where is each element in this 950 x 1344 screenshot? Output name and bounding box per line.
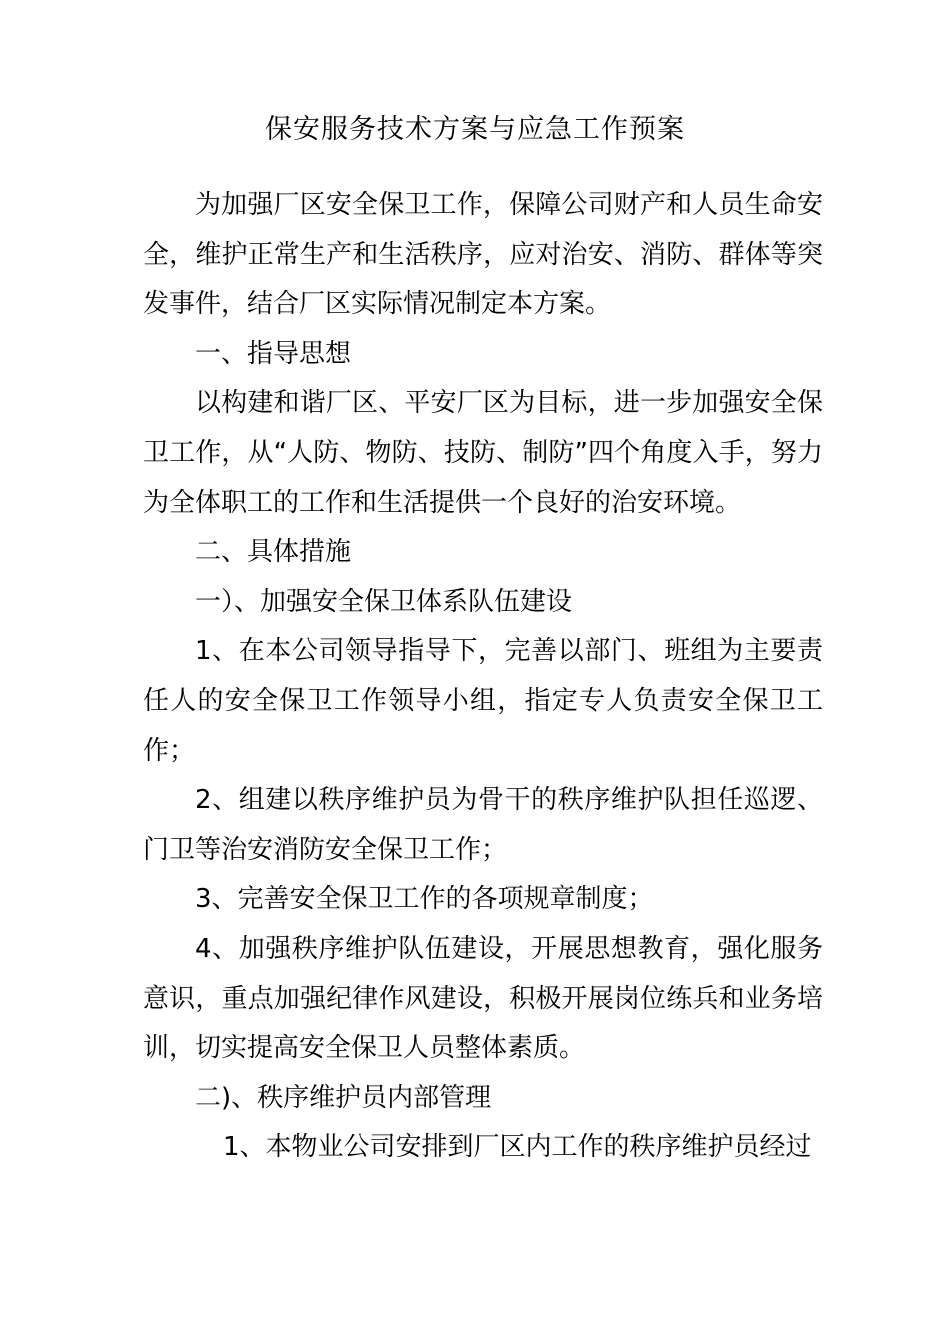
document-title: 保安服务技术方案与应急工作预案 xyxy=(265,114,685,145)
measure-item-1: 1、在本公司领导指导下，完善以部门、班组为主要责任人的安全保卫工作领导小组，指定专人负责安全保卫工作； xyxy=(143,636,823,766)
document-body xyxy=(143,181,823,1173)
section-heading-guiding-thought: 一、指导思想 xyxy=(195,338,352,369)
intro-paragraph: 为加强厂区安全保卫工作，保障公司财产和人员生命安全，维护正常生产和生活秩序，应对治安、消防、群体等突发事件，结合厂区实际情况制定本方案。 xyxy=(143,190,823,320)
measure-item-2: 2、组建以秩序维护员为骨干的秩序维护队担任巡逻、门卫等治安消防安全保卫工作； xyxy=(143,785,823,865)
measure-item-4: 4、加强秩序维护队伍建设，开展思想教育，强化服务意识，重点加强纪律作风建设，积极开展岗位练兵和业务培训，切实提高安全保卫人员整体素质。 xyxy=(143,933,823,1064)
measure-item-3: 3、完善安全保卫工作的各项规章制度； xyxy=(195,884,654,915)
subsection-heading-internal-management: 二)、秩序维护员内部管理 xyxy=(195,1082,492,1113)
guiding-thought-paragraph: 以构建和谐厂区、平安厂区为目标，进一步加强安全保卫工作，从“人防、物防、技防、制防”四个角度入手，努力为全体职工的工作和生活提供一个良好的治安环境。 xyxy=(143,388,823,518)
subsection-heading-team-building: 一）、加强安全保卫体系队伍建设 xyxy=(195,586,573,617)
section-heading-specific-measures: 二、具体措施 xyxy=(195,537,352,568)
management-item-1: 1、本物业公司安排到厂区内工作的秩序维护员经过 xyxy=(223,1132,812,1163)
